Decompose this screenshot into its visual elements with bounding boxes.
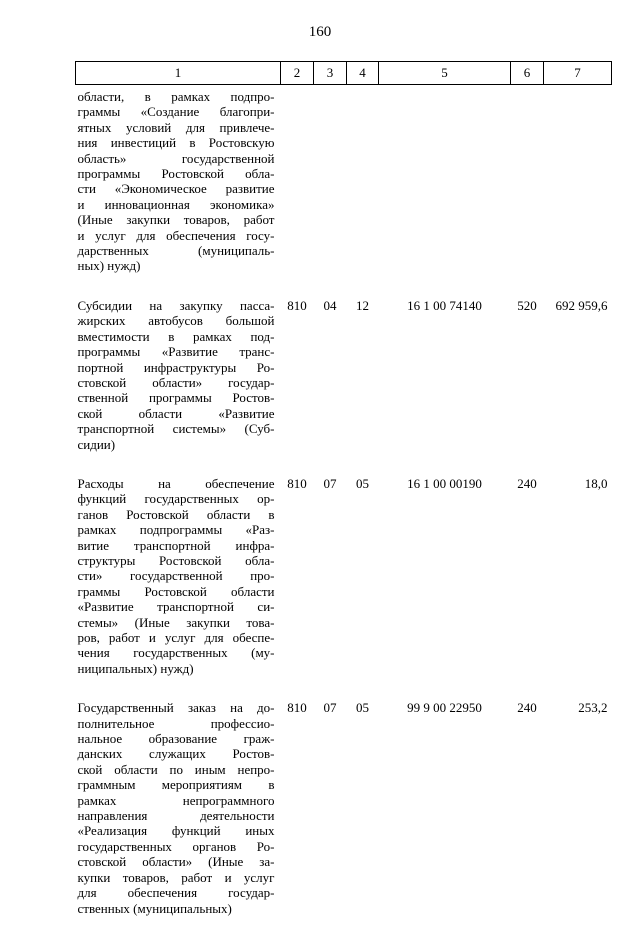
row-description xyxy=(76,85,281,298)
description-line: (Иные закупки товаров, работ xyxy=(77,212,275,228)
row-description xyxy=(76,476,281,700)
description-line: дарственных (муниципаль- xyxy=(77,243,275,259)
description-line: Расходы на обеспечение xyxy=(77,475,275,491)
description-line: программы Ростовской обла- xyxy=(77,166,275,182)
description-line: рамках подпрограммы «Раз- xyxy=(77,522,275,538)
description-line: ния инвестиций в Ростовскую xyxy=(77,135,275,151)
description-line: полнительное профессио- xyxy=(77,715,275,731)
header-col-7: 7 xyxy=(544,62,612,85)
ministry-code: 810 xyxy=(287,297,307,313)
row-description xyxy=(76,298,281,476)
header-col-6: 6 xyxy=(511,62,544,85)
expense-type-code: 520 xyxy=(517,297,537,313)
row-description xyxy=(76,700,281,940)
header-col-1: 1 xyxy=(76,62,281,85)
expense-type-code xyxy=(511,85,544,298)
description-line: жирских автобусов большой xyxy=(77,313,275,329)
description-line: и услуг для обеспечения госу- xyxy=(77,227,275,243)
header-col-4: 4 xyxy=(347,62,379,85)
description-line: и инновационная экономика» xyxy=(77,196,275,212)
description-line: направления деятельности xyxy=(77,808,275,824)
description-line: витие транспортной инфра- xyxy=(77,537,275,553)
target-article-code xyxy=(379,85,511,298)
description-line: граммы Ростовской области xyxy=(77,583,275,599)
subsection-code: 05 xyxy=(356,475,369,491)
description-line: ственной программы Ростов- xyxy=(77,390,275,406)
description-line: стемы» (Иные закупки това- xyxy=(77,614,275,630)
description-line: ных) нужд) xyxy=(77,258,141,274)
description-line: сти «Экономическое развитие xyxy=(77,181,275,197)
table-row xyxy=(76,298,612,476)
description-line: области, в рамках подпро- xyxy=(77,89,275,104)
section-code: 07 xyxy=(323,475,337,491)
description-line: ятных условий для привлече- xyxy=(77,119,275,135)
description-line: ственных (муниципальных) xyxy=(77,900,232,916)
subsection-code xyxy=(347,85,379,298)
description-line: граммы «Создание благопри- xyxy=(77,104,275,120)
description-line: государственных органов Ро- xyxy=(77,838,275,854)
description-line: сти» государственной про- xyxy=(77,568,275,584)
description-line: ниципальных) нужд) xyxy=(77,660,194,676)
table-row xyxy=(76,700,612,940)
description-line: ров, работ и услуг для обеспе- xyxy=(77,630,275,645)
description-line: нальное образование граж- xyxy=(77,731,275,747)
table-row xyxy=(76,85,612,298)
description-line: рамках непрограммного xyxy=(77,792,275,808)
description-line: программы «Развитие транс- xyxy=(77,344,275,360)
description-line: «Реализация функций иных xyxy=(77,823,275,839)
expense-type-code: 240 xyxy=(517,475,537,491)
description-line: «Развитие транспортной си- xyxy=(77,599,275,615)
expense-type-code: 240 xyxy=(517,700,537,716)
header-col-5: 5 xyxy=(379,62,511,85)
description-line: функций государственных ор- xyxy=(77,491,275,507)
target-article-code: 16 1 00 74140 xyxy=(407,297,482,313)
description-line: ской области «Развитие xyxy=(77,405,275,421)
description-line: Субсидии на закупку пасса- xyxy=(77,297,275,313)
description-line: область» государственной xyxy=(77,150,275,166)
description-line: Государственный заказ на до- xyxy=(77,700,275,716)
description-line: портной инфраструктуры Ро- xyxy=(77,359,275,375)
section-code: 07 xyxy=(323,700,337,716)
page-number: 160 xyxy=(308,24,332,40)
ministry-code: 810 xyxy=(287,700,307,716)
description-line: вместимости в рамках под- xyxy=(77,328,275,344)
header-col-3: 3 xyxy=(314,62,347,85)
amount: 253,2 xyxy=(578,700,608,716)
section-code: 04 xyxy=(323,297,337,313)
description-line: граммным мероприятиям в xyxy=(77,777,275,793)
description-line: для обеспечения государ- xyxy=(77,885,275,901)
description-line: сидии) xyxy=(77,436,116,452)
subsection-code: 05 xyxy=(356,700,369,716)
amount: 18,0 xyxy=(584,475,608,491)
target-article-code: 16 1 00 00190 xyxy=(407,475,482,491)
description-line: стовской области» (Иные за- xyxy=(77,854,275,870)
description-line: данских служащих Ростов- xyxy=(77,746,275,762)
budget-table xyxy=(75,61,612,940)
amount xyxy=(544,85,612,298)
description-line: структуры Ростовской обла- xyxy=(77,552,275,568)
ministry-code xyxy=(281,85,314,298)
description-line: транспортной системы» (Суб- xyxy=(77,421,275,437)
ministry-code: 810 xyxy=(287,475,307,491)
header-row xyxy=(76,62,612,85)
section-code xyxy=(314,85,347,298)
description-line: чения государственных (му- xyxy=(77,645,275,661)
description-line: ской области по иным непро- xyxy=(77,761,275,777)
subsection-code: 12 xyxy=(356,297,369,313)
header-col-2: 2 xyxy=(281,62,314,85)
target-article-code: 99 9 00 22950 xyxy=(407,700,482,716)
description-line: стовской области» государ- xyxy=(77,374,275,390)
table-row xyxy=(76,476,612,700)
description-line: ганов Ростовской области в xyxy=(77,506,275,522)
amount: 692 959,6 xyxy=(555,297,608,313)
description-line: купки товаров, работ и услуг xyxy=(77,869,275,885)
